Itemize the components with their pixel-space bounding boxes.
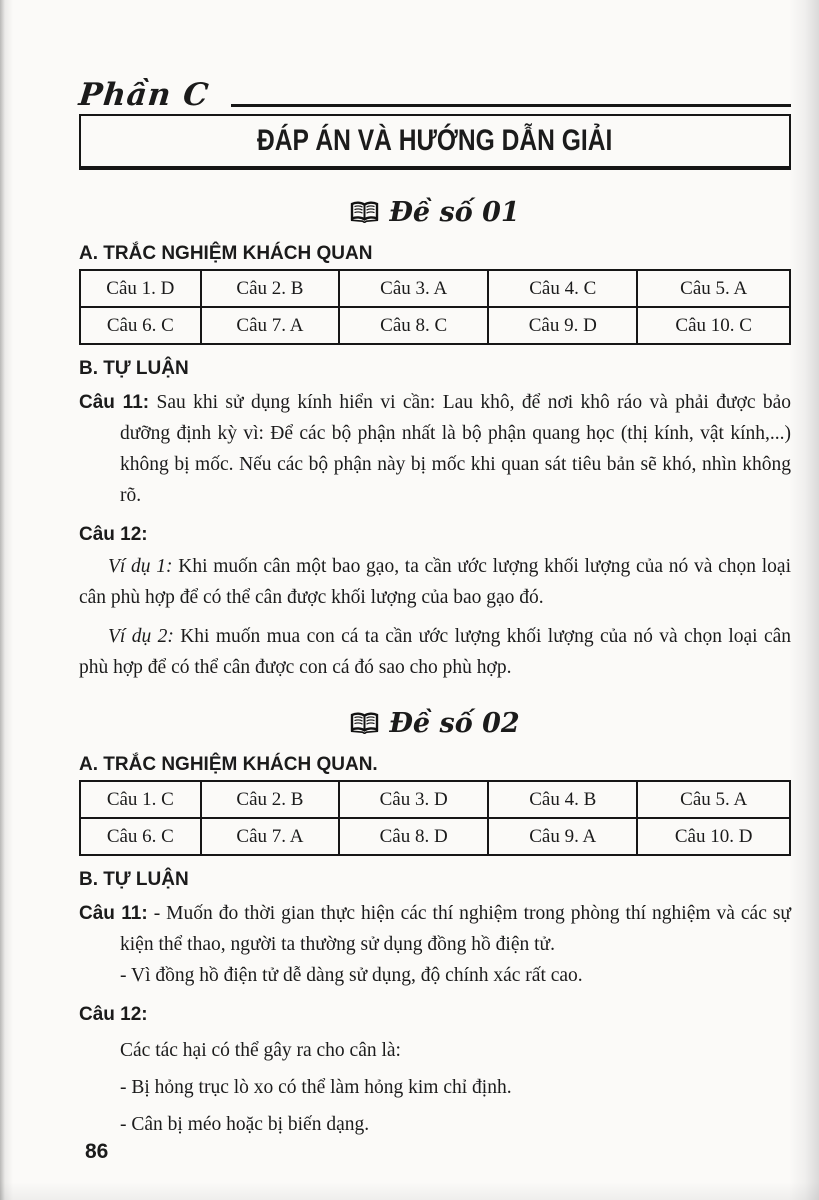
exam1-q12-example2 bbox=[79, 621, 791, 683]
exam2-section-b-heading: B. TỰ LUẬN bbox=[79, 869, 189, 890]
exam1-q12-heading bbox=[79, 523, 791, 547]
exam1-q12-example1 bbox=[79, 551, 791, 613]
answer-cell: Câu 2. B bbox=[201, 270, 339, 307]
question-label: Câu 12: bbox=[79, 524, 148, 545]
header-rule bbox=[231, 104, 791, 107]
exam2-q11-line2: - Vì đồng hồ điện tử dễ dàng sử dụng, độ chính xác rất cao. bbox=[120, 965, 583, 986]
answer-cell: Câu 3. D bbox=[339, 781, 488, 818]
answer-cell: Câu 2. B bbox=[201, 781, 339, 818]
answer-cell: Câu 4. B bbox=[488, 781, 637, 818]
exam2-heading bbox=[79, 705, 791, 741]
exam1-answer-table bbox=[79, 269, 791, 345]
answer-text: Khi muốn cân một bao gạo, ta cần ước lượng khối lượng của nó và chọn loại cân phù hợp để có thể cân được khối lượng của bao gạo đó. bbox=[79, 556, 791, 608]
exam2-section-a-heading: A. TRẮC NGHIỆM KHÁCH QUAN. bbox=[79, 754, 378, 775]
answer-cell: Câu 9. D bbox=[488, 307, 637, 344]
answer-cell: Câu 8. C bbox=[339, 307, 488, 344]
answer-cell: Câu 5. A bbox=[637, 270, 790, 307]
exam1-section-a-heading: A. TRẮC NGHIỆM KHÁCH QUAN bbox=[79, 243, 373, 264]
table-row bbox=[80, 270, 790, 307]
page-number: 86 bbox=[85, 1140, 109, 1163]
table-row bbox=[80, 818, 790, 855]
exam2-q11-answer bbox=[79, 898, 791, 960]
answer-cell: Câu 10. C bbox=[637, 307, 790, 344]
exam2-q12-heading bbox=[79, 1003, 791, 1027]
answer-cell: Câu 6. C bbox=[80, 307, 201, 344]
answer-cell: Câu 7. A bbox=[201, 818, 339, 855]
answer-cell: Câu 6. C bbox=[80, 818, 201, 855]
example-label: Ví dụ 2: bbox=[108, 626, 174, 647]
answer-cell: Câu 10. D bbox=[637, 818, 790, 855]
question-label: Câu 12: bbox=[79, 1004, 148, 1025]
question-label: Câu 11: bbox=[79, 392, 150, 413]
page-content bbox=[79, 0, 791, 1140]
exam1-q11-answer bbox=[79, 387, 791, 511]
example-label: Ví dụ 1: bbox=[108, 556, 173, 577]
question-label: Câu 11: bbox=[79, 903, 148, 924]
answer-cell: Câu 3. A bbox=[339, 270, 488, 307]
answer-cell: Câu 9. A bbox=[488, 818, 637, 855]
open-book-icon bbox=[350, 712, 379, 734]
open-book-icon bbox=[350, 201, 379, 223]
answer-cell: Câu 7. A bbox=[201, 307, 339, 344]
answer-cell: Câu 1. C bbox=[80, 781, 201, 818]
answer-text: Khi muốn mua con cá ta cần ước lượng khối lượng của nó và chọn loại cân phù hợp để có thể cân được con cá đó sao cho phù hợp. bbox=[79, 626, 791, 678]
part-header bbox=[79, 76, 791, 112]
table-row bbox=[80, 307, 790, 344]
answer-cell: Câu 8. D bbox=[339, 818, 488, 855]
exam1-section-b-heading: B. TỰ LUẬN bbox=[79, 358, 189, 379]
answer-cell: Câu 1. D bbox=[80, 270, 201, 307]
answer-cell: Câu 5. A bbox=[637, 781, 790, 818]
main-title-box bbox=[79, 114, 791, 170]
main-title: ĐÁP ÁN VÀ HƯỚNG DẪN GIẢI bbox=[257, 124, 613, 157]
answer-text: Sau khi sử dụng kính hiển vi cần: Lau khô, để nơi khô ráo và phải được bảo dưỡng định kỳ vì: Để các bộ phận nhất là bộ phận quang học (thị kính, vật kính,...) không bị mốc. Nếu các bộ phận này bị mốc khi quan sát tiêu bản sẽ khó, nhìn không rõ. bbox=[120, 392, 792, 506]
exam2-answer-table bbox=[79, 780, 791, 856]
exam2-q12-intro: Các tác hại có thể gây ra cho cân là: bbox=[120, 1040, 401, 1061]
exam1-heading bbox=[79, 194, 791, 230]
exam2-q12-point2: - Cân bị méo hoặc bị biến dạng. bbox=[120, 1114, 370, 1135]
answer-cell: Câu 4. C bbox=[488, 270, 637, 307]
exam2-title: Đề số 02 bbox=[389, 707, 520, 739]
part-label: Phần C bbox=[77, 77, 211, 113]
answer-text: - Muốn đo thời gian thực hiện các thí nghiệm trong phòng thí nghiệm và các sự kiện thể thao, người ta thường sử dụng đồng hồ điện tử. bbox=[120, 903, 791, 955]
exam2-q12-point1: - Bị hỏng trục lò xo có thể làm hỏng kim chỉ định. bbox=[120, 1077, 512, 1098]
exam1-title: Đề số 01 bbox=[389, 196, 520, 228]
table-row bbox=[80, 781, 790, 818]
